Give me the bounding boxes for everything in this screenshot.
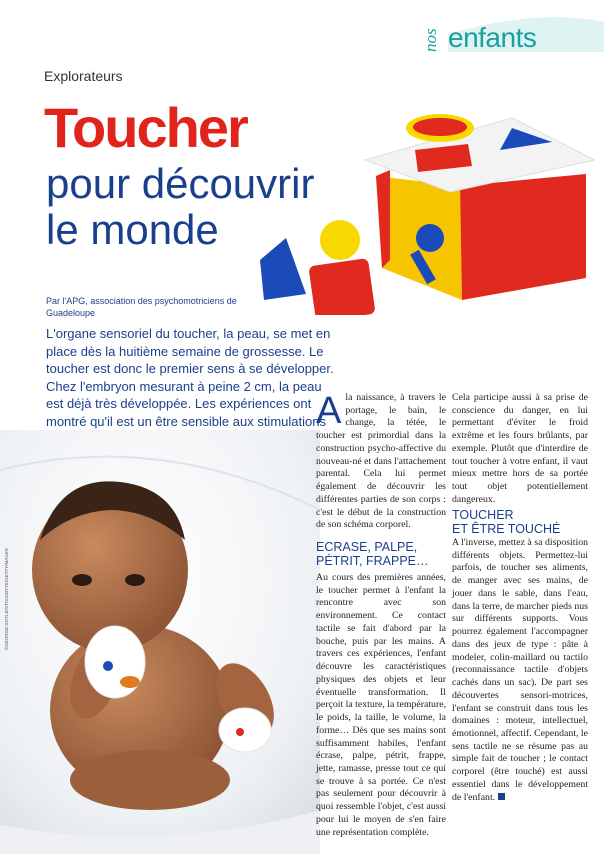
section-label-enfants: enfants	[448, 22, 537, 53]
intro-text: L'organe sensoriel du toucher, la peau, se met en place dès la huitième semaine de grossesse. Le toucher est donc le premier sens à se développer. Chez l'embryon mesurant à peine 2 cm, la peau est déjà très développée. Les expériences ont montré qu'il est un être sensible aux stimulations	[46, 326, 334, 429]
heading-1-line-1: ECRASE, PALPE,	[316, 540, 418, 554]
heading-1-line-2: PÉTRIT, FRAPPE…	[316, 554, 429, 569]
paragraph-4-text: A l'inverse, mettez à sa disposition différents objets. Permettez-lui parfois, de toucher ses aliments, de manger avec ses mains, de jouer dans le sable, dans l'eau, dans la terre, de marcher pieds nus sur différents supports. Vous pourrez également l'accompagner dans des jeux de type : pâte à modeler, colin-maillard ou tactilo (reconnaissance tactile d'objets cachés dans un sac). De part ses découvertes sensori-motrices, l'enfant se construit dans tous les domaines : moteur, intellectuel, émotionnel, affectif. Cependant, le sens tactile ne se résume pas au simple fait de toucher ; le contact corporel (être touché) est aussi essentiel dans le développement de l'enfant.	[452, 537, 588, 803]
section-heading-1	[316, 540, 456, 569]
photo-credit: ©GEORGE DOYLE/STOCKBYTE/GETTYIMAGES	[4, 548, 9, 650]
article-title-main: Toucher	[44, 96, 247, 159]
article-paragraph-1	[316, 392, 446, 532]
article-paragraph-4	[452, 537, 588, 804]
section-label-nos: nos	[421, 28, 440, 52]
article-kicker: Explorateurs	[44, 68, 123, 84]
article-byline: Par l'APG, association des psychomotriciens de Guadeloupe	[46, 296, 237, 318]
article-title-line3: le monde	[46, 206, 219, 253]
heading-2-line-1: TOUCHER	[452, 508, 514, 522]
heading-2-line-2: ET ÊTRE TOUCHÉ	[452, 522, 561, 537]
paragraph-1-text: la naissance, à travers le portage, le bain, le change, la tétée, le toucher est primordial dans la construction psycho-affective du nouveau-né et dans l'attachement parental. Cela lui permet également de découvrir les différentes parties de son corps : c'est le début de la construction de son schéma corporel.	[316, 392, 446, 531]
end-mark-icon	[498, 793, 505, 800]
section-heading-2	[452, 508, 592, 537]
article-paragraph-2: Au cours des premières années, le toucher permet à l'enfant la rencontre avec son environnement. Ce contact tactile se fait d'abord par la bouche, puis par les mains. A travers ces expériences, l'enfant découvre les caractéristiques physiques des objets et leur éventuelle transformation. Il perçoit la texture, la température, le poids, la taille, le volume, la forme… Dès que ses mains sont suffisamment habiles, l'enfant écrase, palpe, pétrit, frappe, jette, ramasse, presse tout ce qui se trouve à sa portée. Ce n'est pas seulement pour découvrir à quoi ressemble l'objet, c'est aussi pour lui le moyen de s'en faire une représentation complète.	[316, 572, 447, 838]
article-title-line2: pour découvrir	[46, 160, 315, 207]
article-paragraph-3: Cela participe aussi à sa prise de conscience du danger, en lui permettant d'éviter le froid extrême et les fours brûlants, par exemple. Plutôt que d'interdire de tout toucher à votre enfant, il vaut mieux mettre hors de sa portée tout objet potentiellement dangereux.	[452, 392, 588, 505]
shape-sorter-toy-image	[250, 100, 595, 315]
baby-in-bath-photo	[0, 430, 320, 854]
drop-cap: A	[316, 390, 342, 432]
